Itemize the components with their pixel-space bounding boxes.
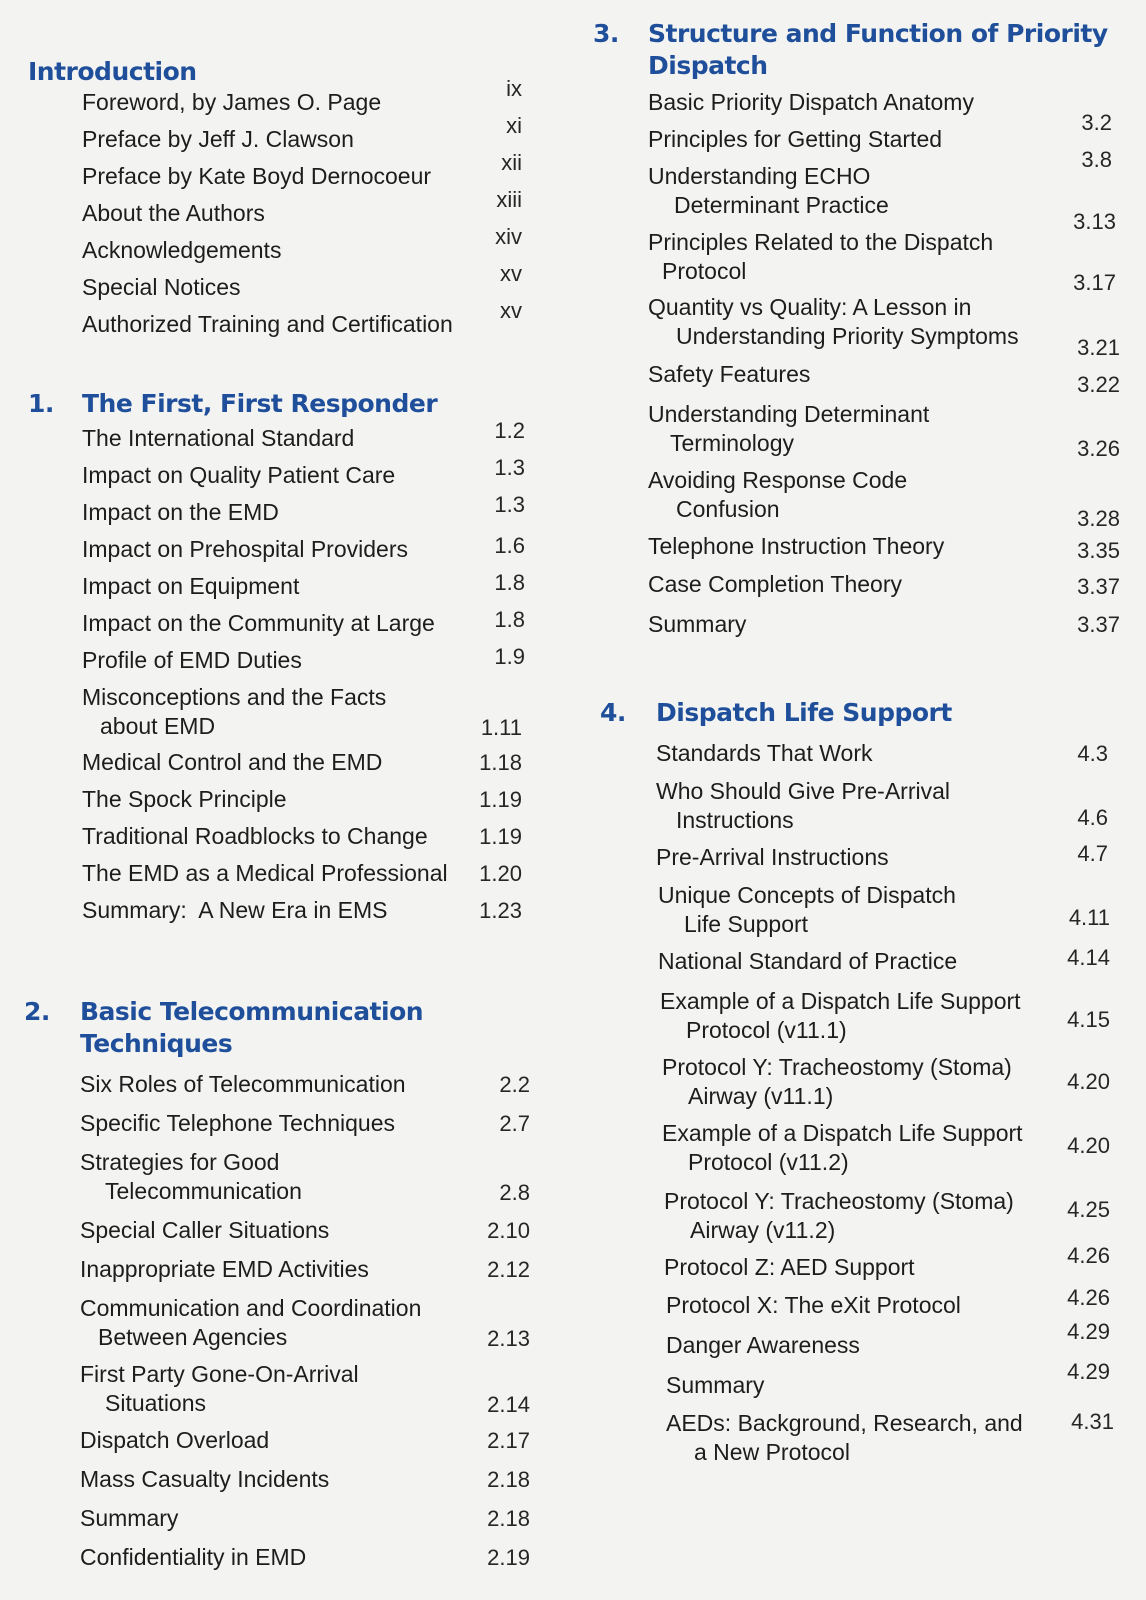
entry-label: Example of a Dispatch Life Support Protocol (v11.2) [662, 1120, 1023, 1175]
entry-page: 4.6 [1077, 805, 1108, 830]
entry-label: Profile of EMD Duties [82, 647, 302, 673]
entry-page: xv [500, 261, 522, 286]
entry-page: 3.28 [1077, 506, 1120, 531]
entry-page: 4.25 [1067, 1197, 1110, 1222]
entry-label: Six Roles of Telecommunication [80, 1071, 406, 1097]
entry-page: 3.22 [1077, 372, 1120, 397]
entry-page: 1.9 [494, 644, 525, 669]
chapter-title-line2: Techniques [80, 1029, 233, 1058]
entry-label: Summary: A New Era in EMS [82, 897, 388, 923]
entry-label: Foreword, by James O. Page [82, 89, 382, 115]
entry-label: Special Caller Situations [80, 1217, 330, 1243]
entry-page: 3.35 [1077, 538, 1120, 563]
chapter-number: 3. [593, 19, 619, 48]
entry-label: Strategies for Good Telecommunication [80, 1149, 302, 1204]
entry-label: Misconceptions and the Facts about EMD [82, 684, 387, 739]
entry-page: 3.2 [1081, 110, 1112, 135]
entry-label: Authorized Training and Certification [82, 311, 453, 337]
entry-page: 3.13 [1073, 209, 1116, 234]
entry-label: Telephone Instruction Theory [648, 533, 945, 559]
entry-label: Impact on the EMD [82, 499, 279, 525]
entry-page: 1.20 [479, 861, 522, 886]
chapter-heading [0, 388, 560, 420]
entry-page: 1.19 [479, 824, 522, 849]
entry-page: 2.2 [499, 1072, 530, 1097]
entry-label: Special Notices [82, 274, 241, 300]
toc-chapter-2 [0, 996, 560, 1570]
entry-page: 4.11 [1068, 905, 1110, 930]
entry-page: 2.12 [487, 1257, 530, 1282]
entry-label: Basic Priority Dispatch Anatomy [648, 89, 974, 115]
entry-label: Understanding Determinant Terminology [648, 401, 930, 456]
entry-label: About the Authors [82, 200, 265, 226]
entry-page: xii [501, 150, 522, 175]
entry-page: 3.37 [1077, 574, 1120, 599]
entry-label: The International Standard [82, 425, 355, 451]
entry-label: Dispatch Overload [80, 1427, 270, 1453]
entry-label: Avoiding Response Code Confusion [648, 467, 908, 522]
entry-page: 2.8 [499, 1180, 530, 1205]
toc-chapter-3 [580, 18, 1146, 637]
entry-label: Danger Awareness [666, 1332, 860, 1358]
entry-page: 2.19 [487, 1545, 530, 1570]
entry-page: 4.7 [1077, 841, 1108, 866]
entry-label: Understanding ECHO Determinant Practice [648, 163, 889, 218]
entry-label: Specific Telephone Techniques [80, 1110, 395, 1136]
entry-label: Impact on Prehospital Providers [82, 536, 408, 562]
entry-label: Protocol X: The eXit Protocol [666, 1292, 961, 1318]
entry-label: Acknowledgements [82, 237, 282, 263]
entry-page: 4.26 [1067, 1243, 1110, 1268]
entry-label: AEDs: Background, Research, and a New Protocol [666, 1410, 1023, 1465]
entry-label: Unique Concepts of Dispatch Life Support [658, 882, 956, 937]
entry-page: 1.19 [479, 787, 522, 812]
entry-label: Standards That Work [656, 740, 873, 766]
section-title: Introduction [28, 57, 197, 86]
entry-page: 4.26 [1067, 1285, 1110, 1310]
entry-page: 2.18 [487, 1506, 530, 1531]
entry-label: Principles Related to the Dispatch Protocol [648, 229, 994, 284]
chapter-title: Basic Telecommunication [80, 997, 424, 1026]
entry-page: 2.7 [499, 1111, 530, 1136]
entry-page: 1.8 [494, 570, 525, 595]
entry-page: 4.29 [1067, 1359, 1110, 1384]
entry-page: 1.8 [494, 607, 525, 632]
entry-label: Safety Features [648, 361, 811, 387]
entry-page: 4.20 [1067, 1133, 1110, 1158]
chapter-heading [580, 18, 1146, 82]
entry-page: 3.17 [1073, 270, 1116, 295]
entry-page: 4.3 [1077, 741, 1108, 766]
chapter-number: 4. [600, 698, 626, 727]
entry-page: 4.31 [1071, 1409, 1114, 1434]
entry-label: Impact on Quality Patient Care [82, 462, 396, 488]
entry-label: Confidentiality in EMD [80, 1544, 307, 1570]
chapter-title: The First, First Responder [82, 389, 438, 418]
entry-label: Example of a Dispatch Life Support Protocol (v11.1) [660, 988, 1021, 1043]
entry-label: Who Should Give Pre-Arrival Instructions [656, 778, 950, 833]
entry-page: 3.8 [1081, 147, 1112, 172]
entry-label: Medical Control and the EMD [82, 749, 383, 775]
entry-label: Mass Casualty Incidents [80, 1466, 330, 1492]
entry-label: Preface by Jeff J. Clawson [82, 126, 354, 152]
entry-page: 3.21 [1077, 335, 1120, 360]
entry-label: Communication and Coordination Between Agencies [80, 1295, 422, 1350]
entry-page: 2.18 [487, 1467, 530, 1492]
entry-page: xv [500, 298, 522, 323]
entry-label: First Party Gone-On-Arrival Situations [80, 1361, 359, 1416]
chapter-number: 2. [24, 997, 50, 1026]
entry-label: Quantity vs Quality: A Lesson in Understanding Priority Symptoms [648, 294, 1019, 349]
entry-page: 4.29 [1067, 1319, 1110, 1344]
entry-label: Inappropriate EMD Activities [80, 1256, 369, 1282]
entry-page: xiv [495, 224, 522, 249]
entry-label: Summary [80, 1505, 179, 1531]
entry-page: 1.23 [479, 898, 522, 923]
entry-page: 1.18 [479, 750, 522, 775]
chapter-title: Dispatch Life Support [656, 698, 952, 727]
chapter-heading [580, 697, 1146, 729]
entry-label: National Standard of Practice [658, 948, 958, 974]
chapter-title-line2: Dispatch [648, 51, 768, 80]
entry-label: Impact on Equipment [82, 573, 300, 599]
chapter-heading [0, 996, 560, 1060]
toc-chapter-4 [580, 697, 1146, 1465]
entry-page: 3.37 [1077, 612, 1120, 637]
entry-label: Traditional Roadblocks to Change [82, 823, 428, 849]
entry-page: 2.17 [487, 1428, 530, 1453]
chapter-number: 1. [28, 389, 54, 418]
entry-page: 1.6 [494, 533, 525, 558]
entry-label: The EMD as a Medical Professional [82, 860, 448, 886]
entry-page: 4.15 [1067, 1007, 1110, 1032]
section-heading [0, 56, 560, 88]
entry-label: Preface by Kate Boyd Dernocoeur [82, 163, 432, 189]
entry-page: 1.3 [494, 492, 525, 517]
toc-chapter-1 [0, 388, 560, 923]
entry-label: Protocol Y: Tracheostomy (Stoma) Airway (v11.2) [664, 1188, 1014, 1243]
entry-page: ix [506, 76, 522, 101]
entry-label: Protocol Y: Tracheostomy (Stoma) Airway (v11.1) [662, 1054, 1012, 1109]
toc-left-column [0, 0, 560, 1600]
entry-label: Principles for Getting Started [648, 126, 943, 152]
entry-page: 2.10 [487, 1218, 530, 1243]
entry-page: 1.11 [480, 715, 522, 740]
entry-page: 2.13 [487, 1326, 530, 1351]
entry-label: Impact on the Community at Large [82, 610, 435, 636]
entry-label: The Spock Principle [82, 786, 287, 812]
entry-page: xiii [496, 187, 522, 212]
entry-label: Pre-Arrival Instructions [656, 844, 889, 870]
entry-page: 2.14 [487, 1392, 530, 1417]
entry-label: Summary [648, 611, 747, 637]
entry-label: Protocol Z: AED Support [664, 1254, 915, 1280]
entry-page: 1.3 [494, 455, 525, 480]
entry-page: 1.2 [494, 418, 525, 443]
chapter-title: Structure and Function of Priority [648, 19, 1108, 48]
entry-page: xi [506, 113, 522, 138]
entry-label: Summary [666, 1372, 765, 1398]
entry-page: 3.26 [1077, 436, 1120, 461]
toc-section-introduction [0, 56, 560, 337]
entry-page: 4.14 [1067, 945, 1110, 970]
entry-label: Case Completion Theory [648, 571, 902, 597]
toc-right-column [580, 0, 1146, 1600]
entry-page: 4.20 [1067, 1069, 1110, 1094]
